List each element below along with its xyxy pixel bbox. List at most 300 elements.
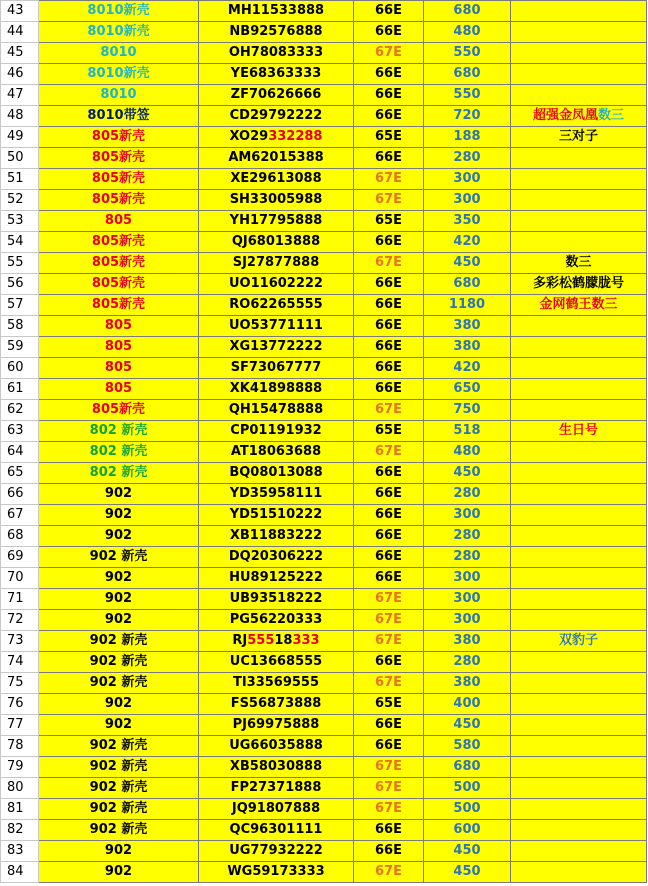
- model-cell[interactable]: [39, 589, 199, 610]
- row-number[interactable]: 83: [1, 841, 39, 862]
- code-cell[interactable]: [354, 232, 424, 253]
- code-cell[interactable]: [354, 337, 424, 358]
- cell-text: ZF70626666: [230, 87, 322, 102]
- code-cell[interactable]: [354, 694, 424, 715]
- cell-text: 65E: [375, 696, 402, 711]
- code-cell[interactable]: [354, 862, 424, 883]
- code-cell[interactable]: [354, 610, 424, 631]
- model-cell[interactable]: [39, 43, 199, 64]
- model-cell[interactable]: [39, 253, 199, 274]
- note-cell[interactable]: [511, 568, 647, 589]
- code-cell[interactable]: [354, 316, 424, 337]
- row-number[interactable]: 65: [1, 463, 39, 484]
- price-cell[interactable]: [424, 337, 511, 358]
- price-cell[interactable]: [424, 253, 511, 274]
- plate-cell[interactable]: [199, 127, 354, 148]
- model-cell[interactable]: [39, 778, 199, 799]
- code-cell[interactable]: [354, 820, 424, 841]
- code-cell[interactable]: [354, 778, 424, 799]
- code-cell[interactable]: [354, 43, 424, 64]
- note-cell[interactable]: [511, 421, 647, 442]
- model-cell[interactable]: [39, 799, 199, 820]
- price-cell[interactable]: [424, 610, 511, 631]
- model-cell[interactable]: [39, 85, 199, 106]
- plate-cell[interactable]: [199, 841, 354, 862]
- code-cell[interactable]: [354, 127, 424, 148]
- table-row: [1, 190, 647, 211]
- row-number[interactable]: 70: [1, 568, 39, 589]
- plate-cell[interactable]: [199, 568, 354, 589]
- note-cell[interactable]: [511, 736, 647, 757]
- plate-cell[interactable]: [199, 169, 354, 190]
- row-number[interactable]: 51: [1, 169, 39, 190]
- table-row: [1, 736, 647, 757]
- code-cell[interactable]: [354, 379, 424, 400]
- model-cell[interactable]: [39, 274, 199, 295]
- price-cell[interactable]: [424, 358, 511, 379]
- plate-cell[interactable]: [199, 589, 354, 610]
- cell-text: 902: [104, 591, 133, 606]
- plate-cell[interactable]: [199, 442, 354, 463]
- model-cell[interactable]: [39, 22, 199, 43]
- plate-cell[interactable]: [199, 736, 354, 757]
- row-number[interactable]: 45: [1, 43, 39, 64]
- price-cell[interactable]: [424, 694, 511, 715]
- model-cell[interactable]: [39, 211, 199, 232]
- plate-cell[interactable]: [199, 22, 354, 43]
- plate-cell[interactable]: [199, 106, 354, 127]
- code-cell[interactable]: [354, 253, 424, 274]
- note-cell[interactable]: [511, 673, 647, 694]
- price-cell[interactable]: [424, 505, 511, 526]
- row-number[interactable]: 75: [1, 673, 39, 694]
- model-cell[interactable]: [39, 610, 199, 631]
- price-cell[interactable]: [424, 484, 511, 505]
- plate-cell[interactable]: [199, 610, 354, 631]
- model-cell[interactable]: [39, 757, 199, 778]
- cell-text: XO29: [229, 129, 269, 144]
- cell-text: 67E: [375, 192, 402, 207]
- model-cell[interactable]: [39, 400, 199, 421]
- plate-cell[interactable]: [199, 715, 354, 736]
- note-cell[interactable]: [511, 253, 647, 274]
- code-cell[interactable]: [354, 211, 424, 232]
- cell-text: MH11533888: [227, 3, 325, 18]
- plate-cell[interactable]: [199, 337, 354, 358]
- code-cell[interactable]: [354, 652, 424, 673]
- cell-text: 680: [453, 276, 481, 291]
- price-cell[interactable]: [424, 820, 511, 841]
- table-row: [1, 484, 647, 505]
- row-number[interactable]: 62: [1, 400, 39, 421]
- price-cell[interactable]: [424, 862, 511, 883]
- model-cell[interactable]: [39, 505, 199, 526]
- price-cell[interactable]: [424, 379, 511, 400]
- note-cell[interactable]: [511, 316, 647, 337]
- model-cell[interactable]: [39, 862, 199, 883]
- note-cell[interactable]: [511, 22, 647, 43]
- cell-text: 280: [453, 549, 481, 564]
- cell-text: JQ91807888: [231, 801, 321, 816]
- note-cell[interactable]: [511, 589, 647, 610]
- row-number[interactable]: 72: [1, 610, 39, 631]
- cell-text: 805新壳: [91, 402, 146, 417]
- cell-text: 555: [247, 633, 275, 648]
- row-number[interactable]: 58: [1, 316, 39, 337]
- price-cell[interactable]: [424, 190, 511, 211]
- cell-text: 420: [453, 360, 481, 375]
- model-cell[interactable]: [39, 190, 199, 211]
- model-cell[interactable]: [39, 316, 199, 337]
- code-cell[interactable]: [354, 169, 424, 190]
- row-number[interactable]: 55: [1, 253, 39, 274]
- price-cell[interactable]: [424, 148, 511, 169]
- row-number[interactable]: 43: [1, 1, 39, 22]
- table-row: [1, 85, 647, 106]
- code-cell[interactable]: [354, 799, 424, 820]
- cell-text: 802 新壳: [89, 465, 148, 480]
- model-cell[interactable]: [39, 442, 199, 463]
- code-cell[interactable]: [354, 295, 424, 316]
- price-cell[interactable]: [424, 85, 511, 106]
- code-cell[interactable]: [354, 190, 424, 211]
- note-cell[interactable]: [511, 799, 647, 820]
- note-cell[interactable]: [511, 169, 647, 190]
- cell-text: 902 新壳: [89, 633, 148, 648]
- plate-cell[interactable]: [199, 505, 354, 526]
- model-cell[interactable]: [39, 463, 199, 484]
- row-number[interactable]: 67: [1, 505, 39, 526]
- model-cell[interactable]: [39, 841, 199, 862]
- price-cell[interactable]: [424, 589, 511, 610]
- plate-cell[interactable]: [199, 148, 354, 169]
- table-row: [1, 1, 647, 22]
- row-number[interactable]: 53: [1, 211, 39, 232]
- note-cell[interactable]: [511, 106, 647, 127]
- model-cell[interactable]: [39, 673, 199, 694]
- plate-cell[interactable]: [199, 379, 354, 400]
- model-cell[interactable]: [39, 652, 199, 673]
- cell-text: 67E: [375, 675, 402, 690]
- code-cell[interactable]: [354, 526, 424, 547]
- cell-text: 300: [453, 507, 481, 522]
- model-cell[interactable]: [39, 379, 199, 400]
- plate-cell[interactable]: [199, 232, 354, 253]
- price-cell[interactable]: [424, 421, 511, 442]
- model-cell[interactable]: [39, 568, 199, 589]
- code-cell[interactable]: [354, 1, 424, 22]
- note-cell[interactable]: [511, 484, 647, 505]
- price-cell[interactable]: [424, 274, 511, 295]
- model-cell[interactable]: [39, 337, 199, 358]
- row-number[interactable]: 59: [1, 337, 39, 358]
- plate-cell[interactable]: [199, 1, 354, 22]
- row-number[interactable]: 74: [1, 652, 39, 673]
- model-cell[interactable]: [39, 232, 199, 253]
- code-cell[interactable]: [354, 505, 424, 526]
- cell-text: 805新壳: [91, 234, 146, 249]
- price-cell[interactable]: [424, 43, 511, 64]
- model-cell[interactable]: [39, 820, 199, 841]
- plate-cell[interactable]: [199, 400, 354, 421]
- note-cell[interactable]: [511, 211, 647, 232]
- model-cell[interactable]: [39, 631, 199, 652]
- code-cell[interactable]: [354, 64, 424, 85]
- code-cell[interactable]: [354, 442, 424, 463]
- row-number[interactable]: 56: [1, 274, 39, 295]
- cell-text: 902 新壳: [89, 738, 148, 753]
- price-cell[interactable]: [424, 316, 511, 337]
- row-number[interactable]: 63: [1, 421, 39, 442]
- code-cell[interactable]: [354, 148, 424, 169]
- note-cell[interactable]: [511, 694, 647, 715]
- price-cell[interactable]: [424, 64, 511, 85]
- row-number[interactable]: 82: [1, 820, 39, 841]
- note-cell[interactable]: [511, 295, 647, 316]
- code-cell[interactable]: [354, 547, 424, 568]
- price-cell[interactable]: [424, 673, 511, 694]
- price-cell[interactable]: [424, 736, 511, 757]
- model-cell[interactable]: [39, 169, 199, 190]
- model-cell[interactable]: [39, 694, 199, 715]
- cell-text: HU89125222: [229, 570, 323, 585]
- cell-text: 805新壳: [91, 297, 146, 312]
- note-cell[interactable]: [511, 820, 647, 841]
- note-cell[interactable]: [511, 358, 647, 379]
- code-cell[interactable]: [354, 631, 424, 652]
- row-number[interactable]: 47: [1, 85, 39, 106]
- model-cell[interactable]: [39, 715, 199, 736]
- row-number[interactable]: 48: [1, 106, 39, 127]
- plate-cell[interactable]: [199, 274, 354, 295]
- row-number[interactable]: 76: [1, 694, 39, 715]
- code-cell[interactable]: [354, 421, 424, 442]
- code-cell[interactable]: [354, 400, 424, 421]
- model-cell[interactable]: [39, 106, 199, 127]
- model-cell[interactable]: [39, 64, 199, 85]
- price-cell[interactable]: [424, 631, 511, 652]
- plate-cell[interactable]: [199, 820, 354, 841]
- price-cell[interactable]: [424, 547, 511, 568]
- row-number[interactable]: 66: [1, 484, 39, 505]
- cell-text: 300: [453, 192, 481, 207]
- price-cell[interactable]: [424, 106, 511, 127]
- plate-cell[interactable]: [199, 694, 354, 715]
- model-cell[interactable]: [39, 295, 199, 316]
- price-cell[interactable]: [424, 400, 511, 421]
- plate-cell[interactable]: [199, 484, 354, 505]
- model-cell[interactable]: [39, 1, 199, 22]
- table-row: [1, 22, 647, 43]
- code-cell[interactable]: [354, 85, 424, 106]
- price-cell[interactable]: [424, 169, 511, 190]
- code-cell[interactable]: [354, 589, 424, 610]
- plate-cell[interactable]: [199, 526, 354, 547]
- row-number[interactable]: 46: [1, 64, 39, 85]
- note-cell[interactable]: [511, 778, 647, 799]
- price-cell[interactable]: [424, 757, 511, 778]
- cell-text: YE68363333: [230, 66, 322, 81]
- plate-cell[interactable]: [199, 547, 354, 568]
- row-number[interactable]: 64: [1, 442, 39, 463]
- code-cell[interactable]: [354, 274, 424, 295]
- row-number[interactable]: 61: [1, 379, 39, 400]
- row-number[interactable]: 49: [1, 127, 39, 148]
- code-cell[interactable]: [354, 106, 424, 127]
- model-cell[interactable]: [39, 127, 199, 148]
- row-number[interactable]: 73: [1, 631, 39, 652]
- row-number[interactable]: 71: [1, 589, 39, 610]
- code-cell[interactable]: [354, 484, 424, 505]
- cell-text: 66E: [375, 570, 402, 585]
- model-cell[interactable]: [39, 547, 199, 568]
- table-row: [1, 421, 647, 442]
- row-number[interactable]: 52: [1, 190, 39, 211]
- code-cell[interactable]: [354, 736, 424, 757]
- table-row: [1, 400, 647, 421]
- row-number[interactable]: 60: [1, 358, 39, 379]
- note-cell[interactable]: [511, 631, 647, 652]
- note-cell[interactable]: [511, 43, 647, 64]
- plate-cell[interactable]: [199, 778, 354, 799]
- note-cell[interactable]: [511, 190, 647, 211]
- cell-text: XB58030888: [229, 759, 323, 774]
- price-cell[interactable]: [424, 463, 511, 484]
- price-cell[interactable]: [424, 778, 511, 799]
- plate-cell[interactable]: [199, 631, 354, 652]
- plate-cell[interactable]: [199, 757, 354, 778]
- model-cell[interactable]: [39, 148, 199, 169]
- note-cell[interactable]: [511, 715, 647, 736]
- model-cell[interactable]: [39, 358, 199, 379]
- plate-cell[interactable]: [199, 463, 354, 484]
- table-row: [1, 589, 647, 610]
- note-cell[interactable]: [511, 64, 647, 85]
- row-number[interactable]: 78: [1, 736, 39, 757]
- note-cell[interactable]: [511, 337, 647, 358]
- model-cell[interactable]: [39, 526, 199, 547]
- plate-cell[interactable]: [199, 211, 354, 232]
- note-cell[interactable]: [511, 379, 647, 400]
- plate-cell[interactable]: [199, 43, 354, 64]
- note-cell[interactable]: [511, 232, 647, 253]
- price-cell[interactable]: [424, 295, 511, 316]
- note-cell[interactable]: [511, 547, 647, 568]
- price-cell[interactable]: [424, 568, 511, 589]
- cell-text: 66E: [375, 654, 402, 669]
- price-cell[interactable]: [424, 652, 511, 673]
- note-cell[interactable]: [511, 610, 647, 631]
- note-cell[interactable]: [511, 1, 647, 22]
- plate-cell[interactable]: [199, 190, 354, 211]
- plate-cell[interactable]: [199, 85, 354, 106]
- row-number[interactable]: 50: [1, 148, 39, 169]
- plate-cell[interactable]: [199, 799, 354, 820]
- code-cell[interactable]: [354, 568, 424, 589]
- price-cell[interactable]: [424, 232, 511, 253]
- model-cell[interactable]: [39, 421, 199, 442]
- cell-text: 66E: [375, 24, 402, 39]
- code-cell[interactable]: [354, 715, 424, 736]
- cell-text: 902 新壳: [89, 675, 148, 690]
- row-number[interactable]: 57: [1, 295, 39, 316]
- note-cell[interactable]: [511, 841, 647, 862]
- note-cell[interactable]: [511, 526, 647, 547]
- code-cell[interactable]: [354, 22, 424, 43]
- note-cell[interactable]: [511, 442, 647, 463]
- cell-text: 67E: [375, 444, 402, 459]
- note-cell[interactable]: [511, 274, 647, 295]
- price-cell[interactable]: [424, 211, 511, 232]
- price-cell[interactable]: [424, 715, 511, 736]
- row-number[interactable]: 54: [1, 232, 39, 253]
- note-cell[interactable]: [511, 862, 647, 883]
- note-cell[interactable]: [511, 463, 647, 484]
- code-cell[interactable]: [354, 841, 424, 862]
- table-row: [1, 295, 647, 316]
- note-cell[interactable]: [511, 85, 647, 106]
- cell-text: UG66035888: [229, 738, 323, 753]
- note-cell[interactable]: [511, 148, 647, 169]
- model-cell[interactable]: [39, 736, 199, 757]
- cell-text: 380: [453, 339, 481, 354]
- cell-text: 902: [104, 507, 133, 522]
- price-cell[interactable]: [424, 526, 511, 547]
- note-cell[interactable]: [511, 652, 647, 673]
- row-number[interactable]: 84: [1, 862, 39, 883]
- code-cell[interactable]: [354, 358, 424, 379]
- cell-text: 66E: [375, 843, 402, 858]
- row-number[interactable]: 68: [1, 526, 39, 547]
- table-row: [1, 253, 647, 274]
- plate-cell[interactable]: [199, 316, 354, 337]
- row-number[interactable]: 44: [1, 22, 39, 43]
- row-number[interactable]: 79: [1, 757, 39, 778]
- row-number[interactable]: 80: [1, 778, 39, 799]
- price-cell[interactable]: [424, 841, 511, 862]
- plate-cell[interactable]: [199, 253, 354, 274]
- plate-cell[interactable]: [199, 295, 354, 316]
- row-number[interactable]: 69: [1, 547, 39, 568]
- plate-cell[interactable]: [199, 421, 354, 442]
- price-cell[interactable]: [424, 442, 511, 463]
- price-cell[interactable]: [424, 22, 511, 43]
- cell-text: 450: [453, 465, 481, 480]
- plate-cell[interactable]: [199, 862, 354, 883]
- note-cell[interactable]: [511, 400, 647, 421]
- cell-text: 902: [104, 864, 133, 879]
- note-cell[interactable]: [511, 127, 647, 148]
- code-cell[interactable]: [354, 757, 424, 778]
- price-cell[interactable]: [424, 127, 511, 148]
- table-row: [1, 694, 647, 715]
- plate-cell[interactable]: [199, 673, 354, 694]
- cell-text: NB92576888: [229, 24, 323, 39]
- row-number[interactable]: 81: [1, 799, 39, 820]
- model-cell[interactable]: [39, 484, 199, 505]
- code-cell[interactable]: [354, 463, 424, 484]
- code-cell[interactable]: [354, 673, 424, 694]
- plate-cell[interactable]: [199, 358, 354, 379]
- plate-cell[interactable]: [199, 64, 354, 85]
- plate-cell[interactable]: [199, 652, 354, 673]
- price-cell[interactable]: [424, 799, 511, 820]
- row-number[interactable]: 77: [1, 715, 39, 736]
- note-cell[interactable]: [511, 757, 647, 778]
- price-cell[interactable]: [424, 1, 511, 22]
- note-cell[interactable]: [511, 505, 647, 526]
- cell-text: 8010: [100, 87, 137, 102]
